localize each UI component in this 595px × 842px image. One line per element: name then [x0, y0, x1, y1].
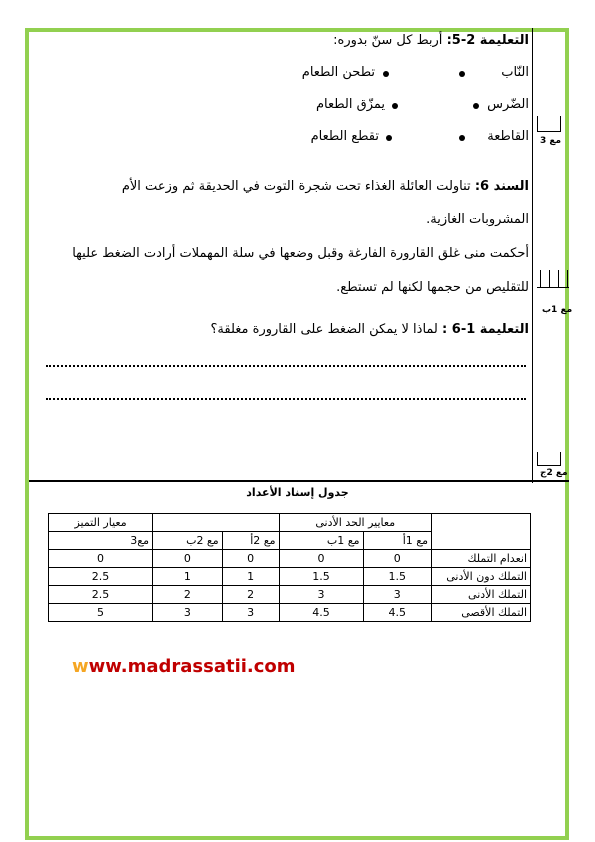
score-cell: 5 [49, 604, 153, 622]
score-cell: 3 [153, 604, 223, 622]
table-row [49, 604, 531, 622]
row-label: انعدام التملك [432, 550, 531, 568]
criterion-header: مع 2أ [222, 532, 279, 550]
table-row [49, 586, 531, 604]
mark-box-edge [540, 270, 541, 288]
support-text: للتقليص من حجمها لكنها لم تستطع. [336, 280, 529, 295]
score-cell: 2 [153, 586, 223, 604]
instruction-text: لماذا لا يمكن الضغط على القارورة مغلقة؟ [210, 322, 438, 337]
score-cell: 3 [222, 604, 279, 622]
criterion-header: مع 2ب [153, 532, 223, 550]
section-divider [29, 480, 569, 482]
criterion-header: مع3 [49, 532, 153, 550]
match-dot[interactable] [473, 103, 479, 109]
matching-role-3 [311, 129, 379, 144]
score-cell: 0 [279, 550, 363, 568]
score-cell: 4.5 [363, 604, 431, 622]
instruction-6-1 [211, 322, 529, 337]
match-dot[interactable] [392, 103, 398, 109]
mark-box-edge [537, 116, 538, 132]
group-header-min-cont [153, 514, 279, 532]
mark-box-edge [567, 270, 568, 288]
score-cell: 1 [153, 568, 223, 586]
match-dot[interactable] [459, 71, 465, 77]
support-text: أحكمت منى غلق القارورة الفارغة وقبل وضعها في سلة المهملات أرادت الضغط عليها [72, 246, 529, 261]
support-text: تناولت العائلة الغذاء تحت شجرة التوت في الحديقة ثم وزعت الأم [121, 179, 471, 194]
score-cell: 0 [363, 550, 431, 568]
mark-box-edge [549, 270, 550, 288]
mark-box-edge [537, 465, 561, 466]
margin-column-divider [532, 28, 533, 483]
score-cell: 2 [222, 586, 279, 604]
score-cell: 1.5 [279, 568, 363, 586]
matching-tooth-2 [487, 97, 529, 112]
side-mark-m1b: مع 1ب [542, 305, 573, 315]
mark-box-edge [560, 116, 561, 132]
role-label: يمزّق الطعام [315, 97, 385, 112]
criterion-header: مع 1أ [363, 532, 431, 550]
instruction-label: التعليمة 2-5: [446, 33, 529, 48]
page-frame [25, 28, 569, 840]
tooth-label: النّاب [501, 65, 529, 80]
score-cell: 2.5 [49, 586, 153, 604]
tooth-label: الضّرس [487, 97, 529, 112]
match-dot[interactable] [459, 135, 465, 141]
mark-box-edge [537, 287, 569, 288]
score-cell: 3 [279, 586, 363, 604]
row-label: التملك الأدنى [432, 586, 531, 604]
mark-box-edge [537, 452, 538, 466]
row-label: التملك الأقصى [432, 604, 531, 622]
table-row [49, 568, 531, 586]
grading-table-title: جدول إسناد الأعداد [246, 486, 349, 499]
support-6-line-2 [426, 212, 529, 227]
logo-text: ww.madrassatii.com [88, 656, 296, 677]
role-label: تقطع الطعام [310, 129, 379, 144]
group-header-excellence: معيار التميز [49, 514, 153, 532]
support-text: المشروبات الغازية. [426, 212, 529, 227]
matching-role-1 [302, 65, 375, 80]
site-logo[interactable] [72, 656, 296, 677]
matching-tooth-3 [487, 129, 529, 144]
matching-tooth-1 [501, 65, 529, 80]
score-cell: 0 [49, 550, 153, 568]
matching-role-2 [316, 97, 385, 112]
side-mark-m3: مع 3 [540, 136, 562, 146]
score-cell: 3 [363, 586, 431, 604]
support-6-line-1 [122, 179, 529, 194]
header-corner [432, 514, 531, 550]
logo-accent: w [72, 656, 89, 677]
mark-box-edge [558, 270, 559, 288]
mark-box-edge [537, 131, 561, 132]
score-cell: 2.5 [49, 568, 153, 586]
score-cell: 0 [222, 550, 279, 568]
instruction-text: أربط كل سنّ بدوره: [333, 33, 443, 48]
row-label: التملك دون الأدنى [432, 568, 531, 586]
instruction-5-2 [333, 33, 529, 48]
score-cell: 1.5 [363, 568, 431, 586]
support-6-line-3 [72, 246, 529, 261]
mark-box-edge [560, 452, 561, 466]
match-dot[interactable] [383, 71, 389, 77]
answer-line[interactable] [46, 365, 526, 367]
support-6-line-4 [336, 280, 529, 295]
instruction-label: التعليمة 1-6 : [442, 322, 529, 337]
grading-table [48, 513, 531, 622]
side-mark-m2j: مع 2ج [540, 468, 568, 478]
table-row [49, 550, 531, 568]
group-header-min: معايير الحد الأدنى [279, 514, 432, 532]
score-cell: 4.5 [279, 604, 363, 622]
criterion-header: مع 1ب [279, 532, 363, 550]
score-cell: 0 [153, 550, 223, 568]
support-label: السند 6: [474, 179, 529, 194]
answer-line[interactable] [46, 398, 526, 400]
role-label: تطحن الطعام [301, 65, 375, 80]
score-cell: 1 [222, 568, 279, 586]
match-dot[interactable] [386, 135, 392, 141]
tooth-label: القاطعة [487, 129, 529, 144]
